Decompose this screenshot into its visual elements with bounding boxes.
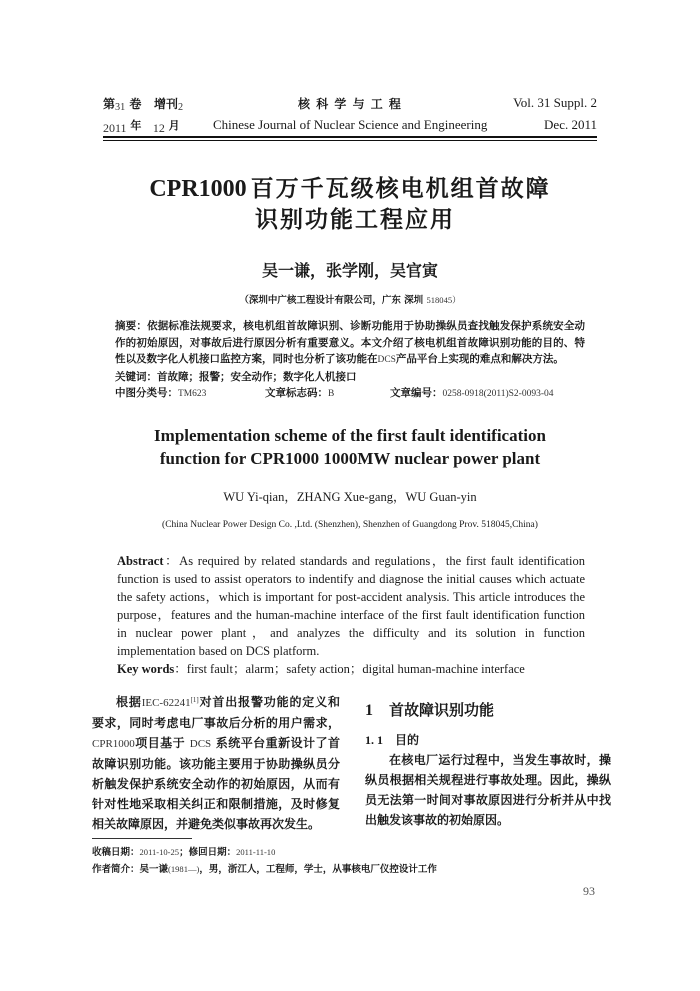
affiliation-cn-postcode: 518045） xyxy=(426,295,461,305)
year: 2011 xyxy=(103,121,127,135)
date-cn xyxy=(103,117,180,136)
keywords-en-label: Key words xyxy=(117,662,175,676)
body-left-column xyxy=(92,690,340,834)
body-right-column xyxy=(365,750,611,830)
front-matter-en xyxy=(117,552,585,678)
abstract-en-label: Abstract xyxy=(117,554,164,568)
month-suffix: 月 xyxy=(168,119,180,132)
abstract-cn-text-2: 产品平台上实现的难点和解决方法。 xyxy=(395,353,564,365)
keywords-cn-text: 首故障；报警；安全动作；数字化人机接口 xyxy=(157,370,357,383)
page-number: 93 xyxy=(583,884,595,898)
journal-name-cn: 核 科 学 与 工 程 xyxy=(298,97,402,111)
subsection-1-1-heading xyxy=(365,731,419,748)
abstract-cn-text-1: 依据标准法规要求，核电机组首故障识别、诊断功能用于协助操纵员查找触发保护系统安全动作的初始原因，对事故后进行原因分析有重要意义。本文介绍了核电机组首故障识别功能的目的、特性以及数字化人机接口监控方案，同时也分析了该功能在 xyxy=(115,320,586,365)
body-left-dcs: DCS xyxy=(189,738,212,750)
body-left-seg3: 项目基于 xyxy=(134,736,186,750)
body-left-cpr: CPR1000 xyxy=(92,738,135,750)
classification-row xyxy=(115,385,585,403)
volume-issue-en: Vol. 31 Suppl. 2 xyxy=(513,95,597,110)
citation-ref-1[interactable]: [1] xyxy=(190,696,199,704)
front-matter-cn xyxy=(115,318,585,403)
keywords-cn xyxy=(115,369,585,386)
keywords-en-text: ：first fault；alarm；safety action；digital human-machine interface xyxy=(174,662,525,676)
title-cn-line-1 xyxy=(0,170,700,203)
abstract-en xyxy=(117,552,585,660)
suppl-label: 增刊 xyxy=(153,97,178,111)
clc-label: 中图分类号： xyxy=(115,387,178,399)
title-cn-text-1: 百万千瓦级核电机组首故障 xyxy=(250,176,551,202)
suppl-number: 2 xyxy=(177,102,184,113)
bio-name: 吴一谦 xyxy=(139,864,169,875)
revised-date: 2011-11-10 xyxy=(236,847,276,857)
abstract-en-text: ：As required by related standards and regulations，the first fault identification function is used to assist operators to indentify and diagnose the initial causes which actuate the safety actions，which is important for post-accident analysis. This article introduces the purpose，features and the human-machine interface of the first fault identification function in nuclear power plant，and analyzes the difficulty and its solution in function implementation based on DCS platform. xyxy=(117,554,585,658)
keywords-en xyxy=(117,660,585,678)
body-left-iec: IEC-62241 xyxy=(141,697,191,709)
title-cn-prefix: CPR1000 xyxy=(149,176,247,202)
body-left-seg4: 系统平台重新设计了首故障识别功能。该功能主要用于协助操纵员分析触发保护系统安全动作的初始原因，从而有针对性地采取相关纠正和限制措施，及时修复相关故障原因，并避免类似事故再次发生。 xyxy=(92,736,340,831)
body-left-seg1: 根据 xyxy=(116,695,142,709)
year-suffix: 年 xyxy=(130,119,142,132)
affiliation-cn-text: （深圳中广核工程设计有限公司，广东 深圳 xyxy=(239,295,424,306)
abstract-cn-label: 摘要： xyxy=(115,320,148,332)
document-code xyxy=(265,385,390,403)
title-en-line-1: Implementation scheme of the first fault identification xyxy=(154,426,546,445)
clc-number xyxy=(115,385,265,403)
header-row-2 xyxy=(103,117,597,133)
footnotes xyxy=(92,844,612,878)
date-en: Dec. 2011 xyxy=(544,117,597,132)
affiliation-en: (China Nuclear Power Design Co. ,Ltd. (Shenzhen), Shenzhen of Guangdong Prov. 518045,China) xyxy=(162,520,538,530)
bio-years: (1981—) xyxy=(168,864,200,874)
article-number-label: 文章编号： xyxy=(390,387,443,399)
authors-en: WU Yi-qian，ZHANG Xue-gang，WU Guan-yin xyxy=(223,490,477,504)
footnote-author-bio xyxy=(92,861,612,878)
received-label: 收稿日期： xyxy=(92,847,140,858)
header-row-1 xyxy=(103,95,597,111)
clc-value: TM623 xyxy=(178,389,207,399)
article-number-value: 0258-0918(2011)S2-0093-04 xyxy=(442,389,554,399)
vol-prefix: 第 xyxy=(103,97,116,111)
abstract-cn-dcs: DCS xyxy=(377,355,396,365)
body-left-paragraph xyxy=(92,690,340,834)
keywords-cn-label: 关键词： xyxy=(115,370,157,383)
body-left-seg2: 对首出报警功能的定义和要求，同时考虑电厂事故后分析的用户需求， xyxy=(92,695,340,730)
doc-code-value: B xyxy=(328,389,335,399)
body-right-paragraph: 在核电厂运行过程中，当发生事故时，操纵员根据相关规程进行事故处理。因此，操纵员无法第一时间对事故原因进行分析并从中找出触发该事故的初始原因。 xyxy=(365,753,611,827)
authors-cn: 吴一谦，张学刚，吴官寅 xyxy=(261,261,438,280)
received-date: 2011-10-25 xyxy=(139,847,180,857)
footnote-rule xyxy=(92,838,192,839)
title-en-line-2: function for CPR1000 1000MW nuclear power plant xyxy=(159,449,541,468)
bio-label: 作者简介： xyxy=(92,864,140,875)
header-rule-thin xyxy=(103,140,597,141)
vol-suffix: 卷 xyxy=(129,97,142,111)
revised-label: ；修回日期： xyxy=(179,847,237,858)
section-1-title: 首故障识别功能 xyxy=(389,701,495,719)
month: 12 xyxy=(152,121,165,135)
section-1-heading xyxy=(365,699,494,720)
journal-name-en: Chinese Journal of Nuclear Science and Engineering xyxy=(213,117,488,132)
subsection-1-1-title: 目的 xyxy=(395,733,420,747)
footnote-dates xyxy=(92,844,612,861)
title-cn-line-2: 识别功能工程应用 xyxy=(255,207,455,233)
subsection-1-1-number: 1. 1 xyxy=(365,733,383,747)
article-number xyxy=(390,385,554,403)
vol-number: 31 xyxy=(115,102,126,113)
section-1-number: 1 xyxy=(365,702,373,719)
doc-code-label: 文章标志码： xyxy=(265,387,328,399)
affiliation-cn xyxy=(0,292,700,306)
bio-text: ，男，浙江人，工程师，学士，从事核电厂仪控设计工作 xyxy=(199,864,437,875)
header-rule-thick xyxy=(103,136,597,138)
abstract-cn xyxy=(115,318,585,369)
